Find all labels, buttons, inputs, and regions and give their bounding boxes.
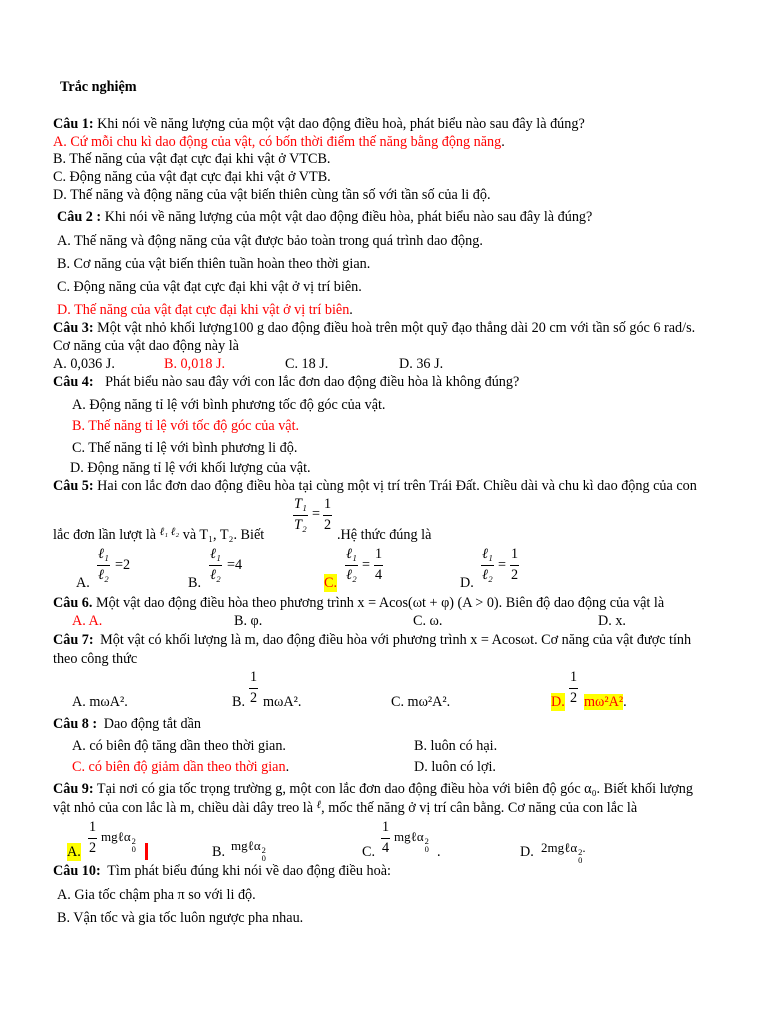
question-text: Một vật có khối lượng là m, dao động điều hòa với phương trình x = Acosωt. Cơ năng của vật được tính	[100, 632, 692, 648]
fraction-bar	[481, 565, 494, 566]
expression-base: 2mgℓα	[541, 840, 578, 855]
numerator: 1	[382, 819, 390, 835]
question-5-option-a-label: A.	[76, 575, 90, 591]
question-text: Phát biểu nào sau đây với con lắc đơn dao động điều hòa là không đúng?	[105, 374, 520, 390]
superscript: 2	[424, 836, 429, 846]
denominator: 2	[324, 517, 332, 533]
question-7-option-d-expression	[584, 693, 627, 711]
question-1-option-a	[53, 133, 505, 151]
question-text: Dao động tắt dần	[103, 716, 202, 732]
question-10-option-b: B. Vận tốc và gia tốc luôn ngược pha nhau.	[57, 910, 304, 926]
question-5-option-b-label: B.	[188, 575, 202, 591]
question-8-option-d: D. luôn có lợi.	[414, 759, 496, 775]
question-5-option-c-label: C.	[324, 575, 338, 591]
question-9-stem-continued	[53, 799, 637, 818]
subscript: 0	[261, 853, 266, 863]
question-9-option-d-expression	[541, 839, 586, 864]
numerator: 1	[250, 669, 258, 685]
question-1-option-b: B. Thế năng của vật đạt cực đại khi vật ở VTCB.	[53, 151, 331, 167]
question-5-option-d-fraction	[481, 547, 494, 583]
period: .	[623, 694, 627, 710]
question-8-option-b: B. luôn có hại.	[414, 738, 498, 754]
question-3-option-c: C. 18 J.	[285, 356, 329, 372]
question-9-option-d-label: D.	[520, 844, 534, 860]
question-6-option-b: B. φ.	[234, 613, 263, 629]
question-8-stem	[53, 715, 201, 733]
superscript: 2	[261, 845, 266, 855]
red-marker-bar	[145, 843, 148, 860]
question-9-option-a-fraction	[88, 820, 97, 856]
question-9-option-a-expression	[101, 828, 136, 853]
question-label: Câu 9:	[53, 781, 94, 797]
question-7-option-b-label: B.	[232, 694, 246, 710]
question-label: Câu 4:	[53, 374, 94, 390]
question-label: Câu 3:	[53, 320, 94, 336]
expression-base: mgℓα	[101, 829, 131, 844]
denominator: 2	[250, 690, 258, 706]
question-10-stem	[53, 862, 391, 880]
question-4-option-b: B. Thế năng tỉ lệ với tốc độ góc của vật.	[72, 418, 300, 434]
question-1-option-c: C. Động năng của vật đạt cực đại khi vật ở VTB.	[53, 169, 331, 185]
superscript: 2	[578, 847, 583, 857]
question-5-option-b-fraction	[209, 547, 222, 583]
fraction-bar	[293, 515, 308, 516]
expression-base: mgℓα	[231, 838, 261, 853]
question-3-stem-continued: Cơ năng của vật dao động này là	[53, 338, 239, 354]
question-10-option-a: A. Gia tốc chậm pha π so với li độ.	[57, 887, 256, 903]
question-2-option-b: B. Cơ năng của vật biến thiên tuần hoàn theo thời gian.	[57, 256, 371, 272]
numerator: ℓ₁	[346, 546, 357, 562]
question-text: Khi nói về năng lượng của một vật dao động điều hoà, phát biểu nào sau đây là đúng?	[97, 116, 585, 132]
numerator: 1	[324, 496, 332, 512]
question-8-option-c	[72, 758, 289, 776]
question-1-stem	[53, 115, 585, 133]
question-7-stem	[53, 631, 691, 649]
equals-sign: =	[362, 557, 371, 573]
question-label: Câu 2 :	[57, 209, 102, 225]
numerator: 1	[511, 546, 519, 562]
fraction-bar	[97, 565, 110, 566]
question-2-option-c: C. Động năng của vật đạt cực đại khi vật ở vị trí biên.	[57, 279, 362, 295]
subscript: 0	[578, 855, 583, 865]
fraction-bar	[569, 688, 578, 689]
question-label: Câu 6.	[53, 595, 93, 611]
correct-answer-text: D. Thế năng của vật đạt cực đại khi vật ở vị trí biên	[57, 302, 350, 318]
numerator: ℓ₁	[210, 546, 221, 562]
period: .	[501, 134, 505, 150]
question-5-option-c-value-fraction	[374, 547, 383, 583]
sup-sub	[262, 846, 266, 862]
numerator: 1	[89, 819, 97, 835]
question-5-stem	[53, 477, 697, 495]
question-9-option-b-label: B.	[212, 844, 226, 860]
fraction-bar	[510, 565, 519, 566]
question-2-option-a: A. Thế năng và động năng của vật được bảo toàn trong quá trình dao động.	[57, 233, 483, 249]
numerator: ℓ₁	[482, 546, 493, 562]
denominator: ℓ₂	[482, 567, 493, 583]
subscript: 0	[424, 844, 429, 854]
question-3-option-b: B. 0,018 J.	[164, 356, 226, 372]
numerator: 1	[375, 546, 383, 562]
question-5-stem-continued	[53, 526, 264, 545]
question-5-option-a-value: =2	[115, 557, 131, 573]
numerator: 1	[570, 669, 578, 685]
question-label: Câu 7:	[53, 632, 94, 648]
superscript: 2	[131, 836, 136, 846]
question-text: Hai con lắc đơn dao động điều hòa tại cùng một vị trí trên Trái Đất. Chiều dài và chu kì dao động của con	[97, 478, 697, 494]
question-7-option-a: A. mωA².	[72, 694, 128, 710]
question-8-option-a: A. có biên độ tăng dần theo thời gian.	[72, 738, 286, 754]
question-7-option-c: C. mω²A².	[391, 694, 451, 710]
question-9-option-b-expression	[231, 837, 266, 862]
question-text: và T₁, T₂. Biết	[182, 527, 265, 543]
length-symbol: ℓ	[316, 799, 322, 811]
question-4-option-c: C. Thế năng tỉ lệ với bình phương li độ.	[72, 440, 298, 456]
fraction-bar	[88, 838, 97, 839]
question-5-stem-end: .Hệ thức đúng là	[337, 527, 432, 543]
question-text: Tại nơi có gia tốc trọng trường g, một con lắc đơn dao động điều hòa với biên độ góc α₀. Biết khối lượng	[96, 781, 693, 797]
fraction-bar	[209, 565, 222, 566]
denominator: ℓ₂	[98, 567, 109, 583]
period: .	[285, 759, 290, 775]
denominator: T₂	[294, 517, 307, 533]
question-text: Khi nói về năng lượng của một vật dao động điều hòa, phát biểu nào sau đây là đúng?	[104, 209, 593, 225]
question-1-option-d: D. Thế năng và động năng của vật biến thiên cùng tần số với tần số của li độ.	[53, 187, 491, 203]
question-5-option-a-fraction	[97, 547, 110, 583]
question-7-stem-continued: theo công thức	[53, 651, 138, 667]
question-4-option-d: D. Động năng tỉ lệ với khối lượng của vật.	[70, 460, 311, 476]
period: .	[437, 844, 441, 860]
question-9-option-a-label: A.	[67, 844, 81, 860]
correct-answer-text: C. có biên độ giảm dần theo thời gian	[72, 759, 286, 775]
question-text: vật nhỏ của con lắc là m, chiều dài dây treo là	[53, 800, 313, 816]
subscript: 0	[131, 844, 136, 854]
denominator: 2	[89, 840, 97, 856]
denominator: 2	[511, 567, 519, 583]
question-9-option-c-fraction	[381, 820, 390, 856]
question-5-option-c-fraction	[345, 547, 358, 583]
question-text: Tìm phát biểu đúng khi nói về dao động điều hoà:	[107, 863, 391, 879]
question-label: Câu 5:	[53, 478, 94, 494]
question-3-option-d: D. 36 J.	[399, 356, 444, 372]
sup-sub	[132, 837, 136, 853]
fraction-bar	[381, 838, 390, 839]
question-text: Một vật nhỏ khối lượng100 g dao động điều hoà trên một quỹ đạo thẳng dài 20 cm với tần số góc 6 rad/s.	[97, 320, 696, 336]
question-7-option-d-fraction	[569, 670, 578, 706]
question-6-option-a: A. A.	[72, 613, 103, 629]
question-text: lắc đơn lần lượt là	[53, 527, 157, 543]
given-value-fraction	[323, 497, 332, 533]
question-5-option-b-value: =4	[227, 557, 243, 573]
numerator: ℓ₁	[98, 546, 109, 562]
question-3-stem	[53, 319, 695, 337]
sup-sub	[425, 837, 429, 853]
expression-base: mgℓα	[394, 829, 424, 844]
question-label: Câu 8 :	[53, 716, 98, 732]
question-7-option-d-label: D.	[551, 694, 565, 710]
fraction-bar	[323, 515, 332, 516]
fraction-bar	[345, 565, 358, 566]
question-2-option-d	[57, 301, 353, 319]
question-text: , mốc thế năng ở vị trí cân bằng. Cơ năng của con lắc là	[321, 800, 638, 816]
question-9-stem	[53, 780, 693, 798]
period: .	[582, 840, 586, 855]
question-5-option-d-value-fraction	[510, 547, 519, 583]
denominator: ℓ₂	[346, 567, 357, 583]
fraction-bar	[249, 688, 258, 689]
question-4-option-a: A. Động năng tỉ lệ với bình phương tốc độ góc của vật.	[72, 397, 386, 413]
question-9-option-c-expression	[394, 828, 429, 853]
question-9-option-c-label: C.	[362, 844, 376, 860]
equals-sign: =	[312, 506, 321, 522]
denominator: ℓ₂	[210, 567, 221, 583]
question-6-stem	[53, 594, 664, 612]
length-symbols: ℓ₁ ℓ₂	[159, 526, 180, 538]
question-4-stem	[53, 373, 519, 391]
question-7-option-b-expression: mωA².	[263, 694, 302, 710]
question-5-option-d-label: D.	[460, 575, 474, 591]
question-6-option-c: C. ω.	[413, 613, 443, 629]
denominator: 4	[375, 567, 383, 583]
denominator: 4	[382, 840, 390, 856]
given-ratio-fraction	[293, 497, 308, 533]
question-6-option-d: D. x.	[598, 613, 626, 629]
numerator: T₁	[294, 496, 307, 512]
question-2-stem	[57, 208, 592, 226]
question-label: Câu 10:	[53, 863, 101, 879]
page-title: Trắc nghiệm	[60, 79, 137, 95]
question-label: Câu 1:	[53, 116, 94, 132]
denominator: 2	[570, 690, 578, 706]
question-7-option-b-fraction	[249, 670, 258, 706]
correct-answer-text: mω²A²	[584, 694, 624, 710]
question-3-option-a: A. 0,036 J.	[53, 356, 115, 372]
fraction-bar	[374, 565, 383, 566]
correct-answer-text: A. Cứ mỗi chu kì dao động của vật, có bốn thời điểm thế năng bằng động năng	[53, 134, 502, 150]
equals-sign: =	[498, 557, 507, 573]
question-text: Một vật dao động điều hòa theo phương trình x = Acos(ωt + φ) (A > 0). Biên độ dao động của vật là	[95, 595, 665, 611]
period: .	[349, 302, 353, 318]
